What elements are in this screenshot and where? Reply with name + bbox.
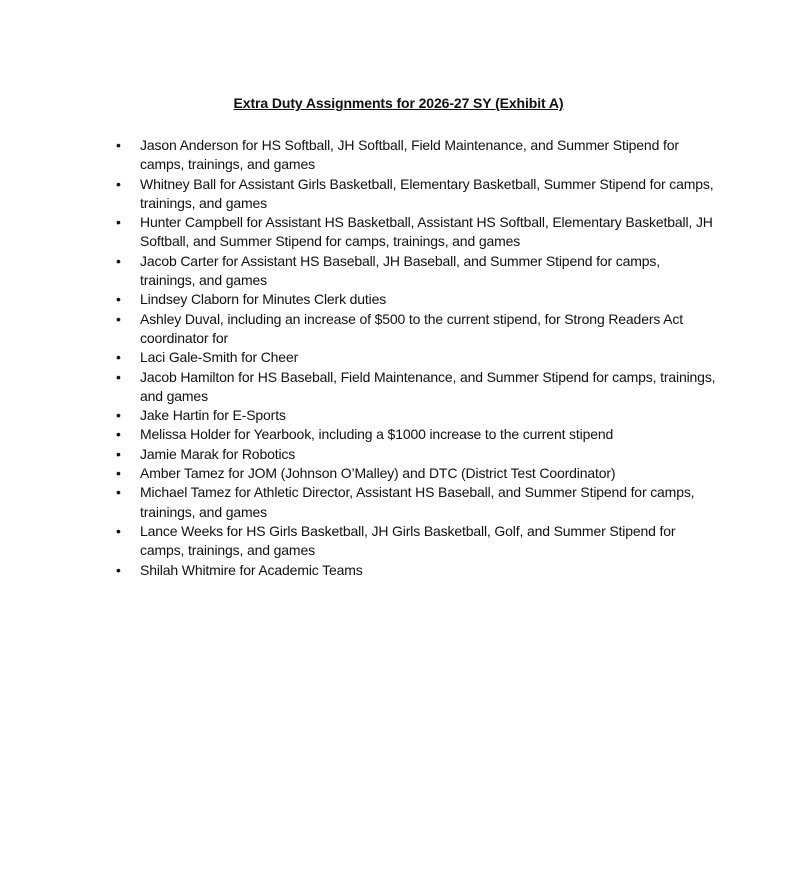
list-item-text: Amber Tamez for JOM (Johnson O’Malley) and DTC (District Test Coordinator) bbox=[140, 465, 616, 482]
list-item-text: Ashley Duval, including an increase of $500 to the current stipend, for Strong Readers Act coordinator for bbox=[140, 310, 683, 346]
list-item bbox=[116, 522, 716, 561]
list-item bbox=[116, 136, 716, 175]
list-item bbox=[116, 252, 716, 291]
list-item bbox=[116, 561, 716, 580]
list-item bbox=[116, 290, 716, 309]
bullet-icon: • bbox=[116, 522, 121, 539]
list-item bbox=[116, 406, 716, 425]
list-item bbox=[116, 425, 716, 444]
list-item bbox=[116, 464, 716, 483]
assignment-list bbox=[116, 136, 716, 580]
bullet-icon: • bbox=[116, 561, 121, 578]
bullet-icon: • bbox=[116, 407, 121, 424]
list-item-text: Jason Anderson for HS Softball, JH Softball, Field Maintenance, and Summer Stipend for camps, trainings, and games bbox=[140, 137, 679, 173]
list-item-text: Melissa Holder for Yearbook, including a $1000 increase to the current stipend bbox=[140, 426, 614, 443]
document-title: Extra Duty Assignments for 2026-27 SY (Exhibit A) bbox=[233, 95, 564, 111]
list-item-text: Shilah Whitmire for Academic Teams bbox=[140, 561, 363, 578]
bullet-icon: • bbox=[116, 252, 121, 269]
bullet-icon: • bbox=[116, 465, 121, 482]
list-item bbox=[116, 483, 716, 522]
list-item bbox=[116, 175, 716, 214]
list-item bbox=[116, 445, 716, 464]
list-item-text: Jacob Hamilton for HS Baseball, Field Maintenance, and Summer Stipend for camps, trainings, and games bbox=[140, 368, 716, 404]
bullet-icon: • bbox=[116, 310, 121, 327]
list-item-text: Whitney Ball for Assistant Girls Basketball, Elementary Basketball, Summer Stipend for camps, trainings, and games bbox=[140, 175, 714, 211]
list-item-text: Lindsey Claborn for Minutes Clerk duties bbox=[140, 291, 387, 308]
bullet-icon: • bbox=[116, 175, 121, 192]
list-item-text: Laci Gale-Smith for Cheer bbox=[140, 349, 299, 366]
bullet-icon: • bbox=[116, 426, 121, 443]
list-item bbox=[116, 310, 716, 349]
list-item-text: Michael Tamez for Athletic Director, Assistant HS Baseball, and Summer Stipend for camps, trainings, and games bbox=[140, 484, 695, 520]
bullet-icon: • bbox=[116, 445, 121, 462]
list-item-text: Jamie Marak for Robotics bbox=[140, 445, 296, 462]
bullet-icon: • bbox=[116, 368, 121, 385]
list-item bbox=[116, 368, 716, 407]
list-item bbox=[116, 213, 716, 252]
bullet-icon: • bbox=[116, 214, 121, 231]
list-item-text: Lance Weeks for HS Girls Basketball, JH Girls Basketball, Golf, and Summer Stipend for camps, trainings, and games bbox=[140, 522, 676, 559]
list-item-text: Jacob Carter for Assistant HS Baseball, JH Baseball, and Summer Stipend for camps, trainings, and games bbox=[140, 252, 660, 289]
bullet-icon: • bbox=[116, 291, 121, 308]
bullet-icon: • bbox=[116, 349, 121, 366]
bullet-icon: • bbox=[116, 484, 121, 501]
list-item bbox=[116, 348, 716, 367]
list-item-text: Jake Hartin for E-Sports bbox=[140, 407, 286, 424]
bullet-icon: • bbox=[116, 137, 121, 153]
list-item-text: Hunter Campbell for Assistant HS Basketball, Assistant HS Softball, Elementary Basketball, JH Softball, and Summer Stipend for camps, trainings, and games bbox=[140, 214, 713, 250]
